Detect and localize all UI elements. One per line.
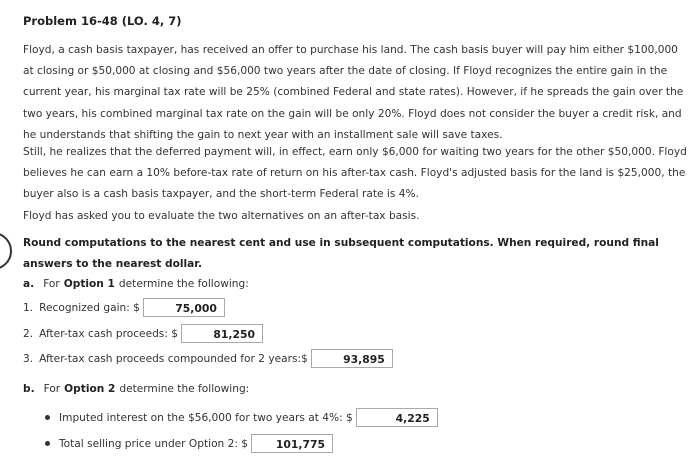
after-tax-proceeds-label: After-tax cash proceeds: $ xyxy=(39,327,179,340)
problem-paragraph-2: Still, he realizes that the deferred payment will, in effect, earn only $6,000 for waiting two years for the other $50,000. Floyd believes he can earn a 10% before-tax rate of return on his after-tax cash. Floyd's adjusted basis for the land is $25,000, the buyer also is a cash basis taxpayer, and the short-term Federal rate is 4%. xyxy=(23,146,687,201)
item-number: 1. xyxy=(23,301,34,314)
bullet-icon xyxy=(45,441,50,446)
total-selling-price-row xyxy=(45,434,333,453)
imputed-interest-label: Imputed interest on the $56,000 for two years at 4%: $ xyxy=(59,411,353,424)
recognized-gain-input[interactable]: 75,000 xyxy=(143,298,225,317)
part-a-option: Option 1 xyxy=(63,278,115,290)
item-number: 2. xyxy=(23,327,34,340)
part-a-heading xyxy=(23,278,249,290)
total-selling-price-input[interactable]: 101,775 xyxy=(251,434,333,453)
part-a-prefix: For xyxy=(43,278,60,290)
total-selling-price-label: Total selling price under Option 2: $ xyxy=(59,437,249,450)
compounded-proceeds-label: After-tax cash proceeds compounded for 2 years:$ xyxy=(39,352,308,365)
part-b-heading xyxy=(23,383,249,395)
after-tax-proceeds-input[interactable]: 81,250 xyxy=(181,324,263,343)
imputed-interest-input[interactable]: 4,225 xyxy=(356,408,438,427)
part-b-suffix: determine the following: xyxy=(119,383,250,395)
recognized-gain-label: Recognized gain: $ xyxy=(39,301,140,314)
part-b-letter: b. xyxy=(23,383,35,395)
compounded-proceeds-input[interactable]: 93,895 xyxy=(311,349,393,368)
part-a-letter: a. xyxy=(23,278,35,290)
part-b-prefix: For xyxy=(43,383,61,395)
imputed-interest-row xyxy=(45,408,438,427)
problem-paragraph-3: Floyd has asked you to evaluate the two alternatives on an after-tax basis. xyxy=(23,210,420,222)
compounded-proceeds-row xyxy=(23,349,393,368)
bullet-icon xyxy=(45,415,50,420)
part-b-option: Option 2 xyxy=(64,383,116,395)
after-tax-proceeds-row xyxy=(23,324,263,343)
part-a-suffix: determine the following: xyxy=(118,278,249,290)
recognized-gain-row xyxy=(23,298,225,317)
item-number: 3. xyxy=(23,352,34,365)
problem-title: Problem 16-48 (LO. 4, 7) xyxy=(23,14,182,28)
rounding-instruction: Round computations to the nearest cent and use in subsequent computations. When required, round final answers to the nearest dollar. xyxy=(23,237,659,271)
circle-marker-icon xyxy=(0,232,12,270)
problem-paragraph-1: Floyd, a cash basis taxpayer, has received an offer to purchase his land. The cash basis buyer will pay him either $100,000 at closing or $50,000 at closing and $56,000 two years after the date of closing. If Floyd recognizes the entire gain in the current year, his marginal tax rate will be 25% (combined Federal and state rates). However, if he spreads the gain over the two years, his combined marginal tax rate on the gain will be only 20%. Floyd does not consider the buyer a credit risk, and he understands that shifting the gain to next year with an installment sale will save taxes. xyxy=(23,44,684,141)
